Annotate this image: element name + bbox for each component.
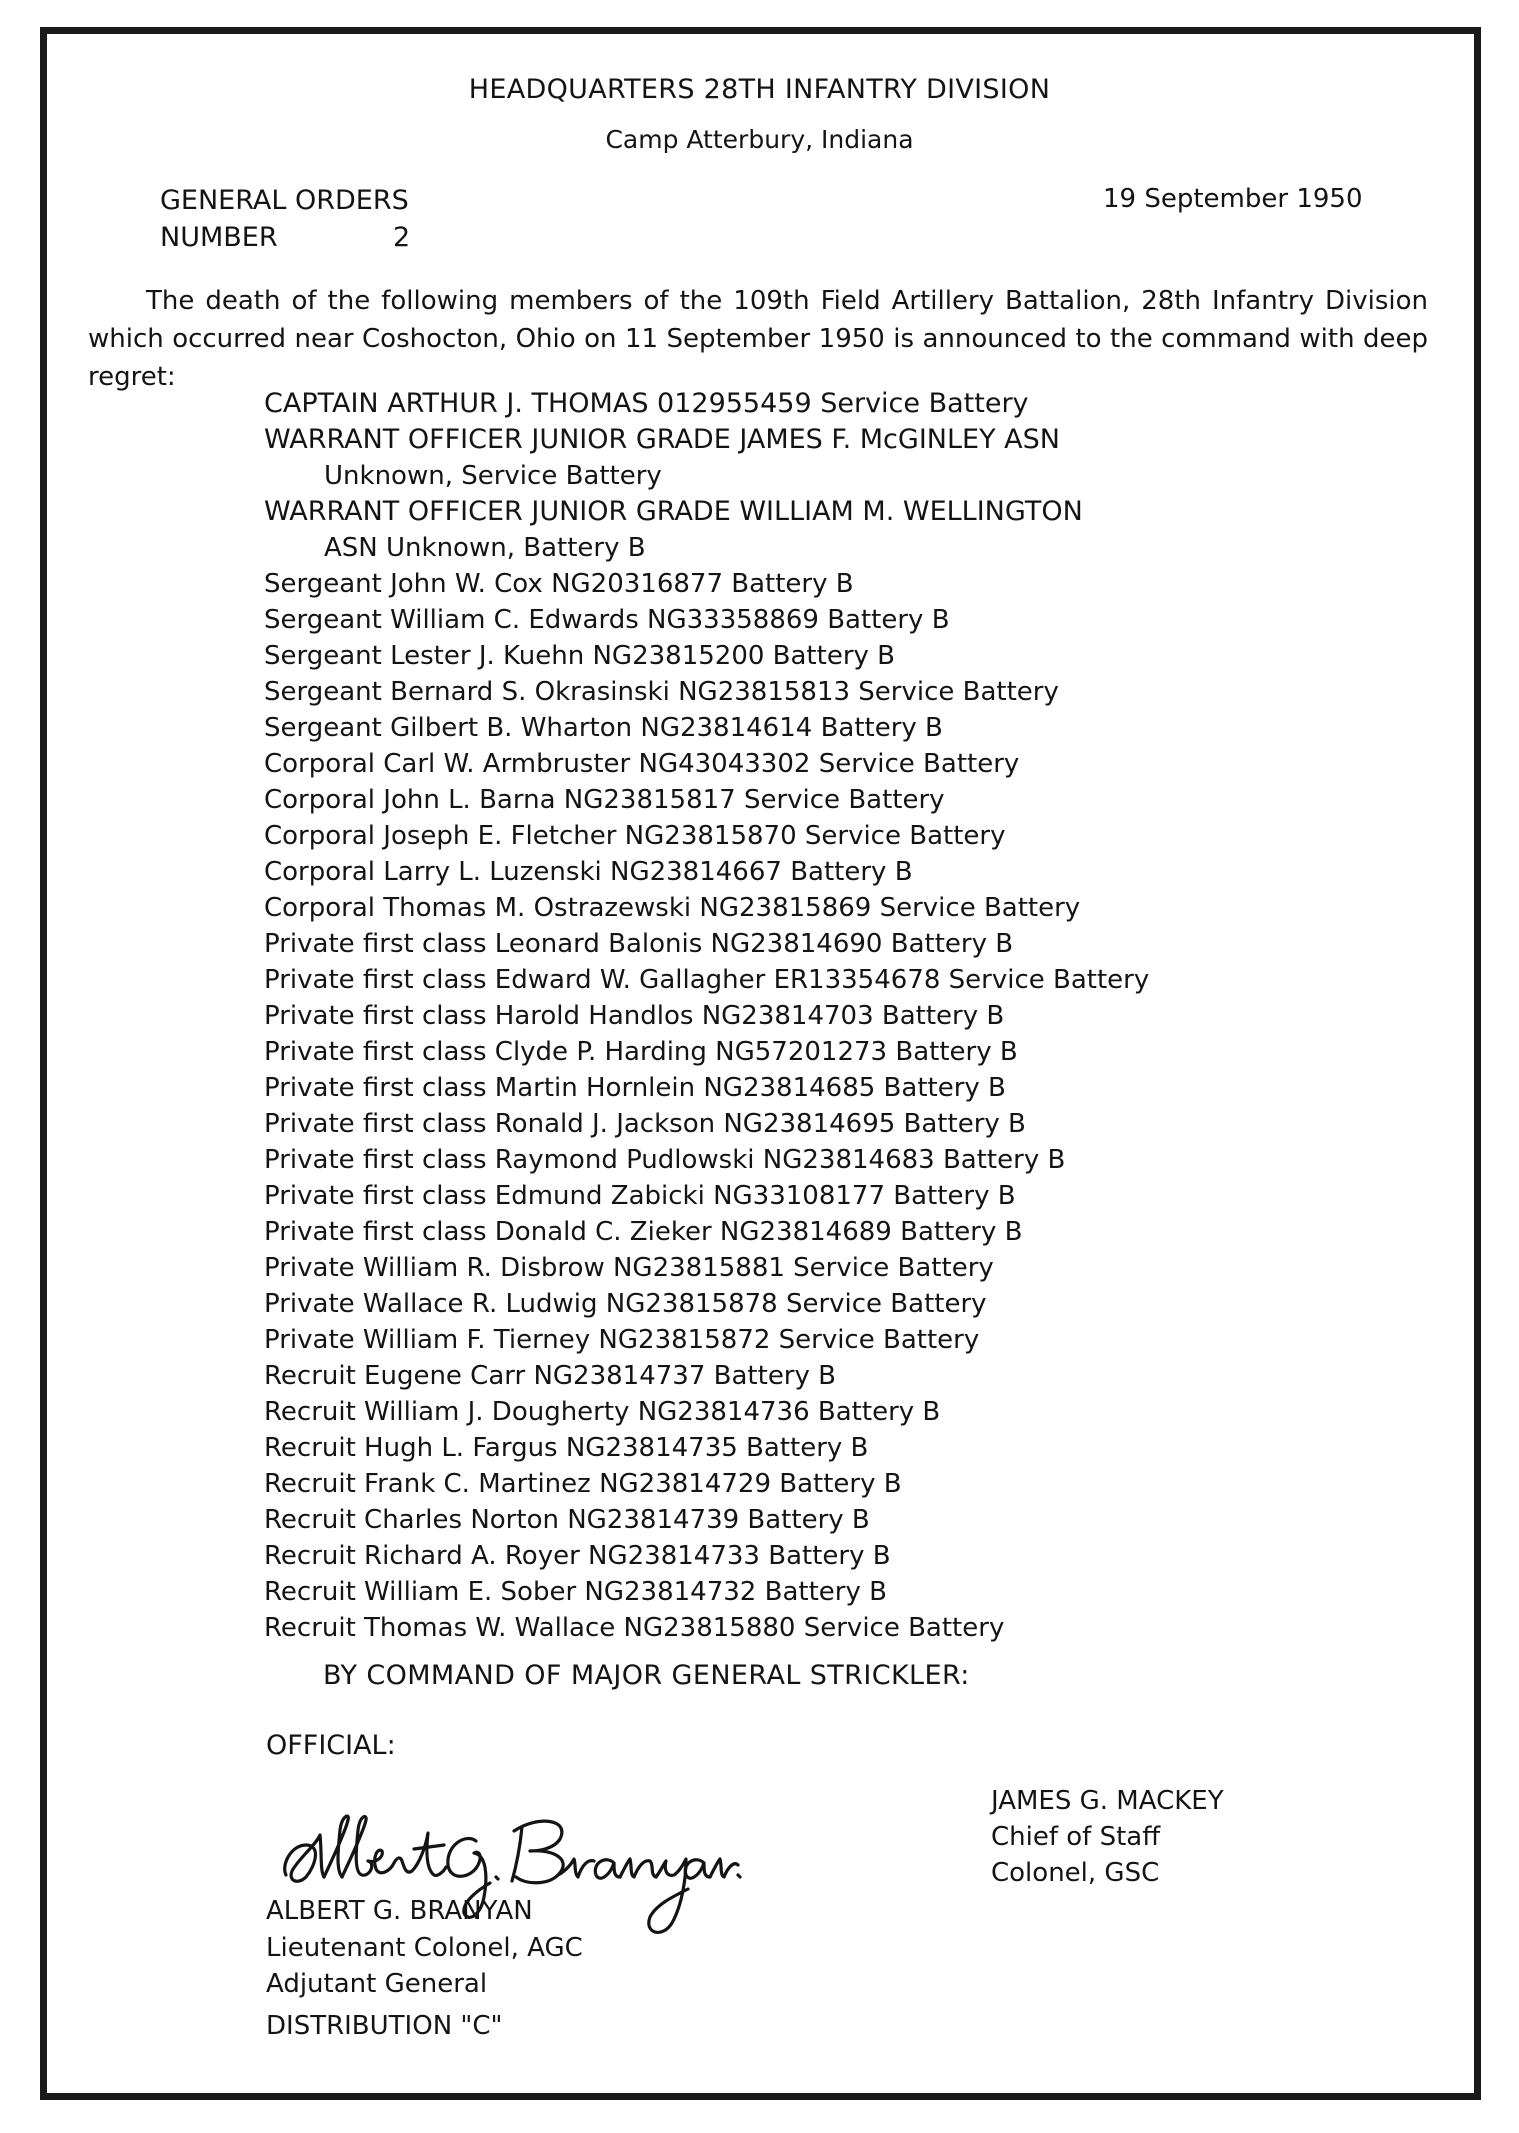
document-heading: HEADQUARTERS 28TH INFANTRY DIVISION [468, 74, 1051, 105]
roster-entry: Private first class Raymond Pudlowski NG23814683 Battery B [264, 1145, 1066, 1175]
roster-entry: Private first class Leonard Balonis NG23814690 Battery B [264, 929, 1014, 959]
roster-entry: Sergeant William C. Edwards NG33358869 Battery B [264, 605, 950, 635]
roster-entry: WARRANT OFFICER JUNIOR GRADE JAMES F. McGINLEY ASN [264, 424, 1060, 455]
chief-of-staff-title: Chief of Staff [991, 1822, 1161, 1852]
roster-entry: Private William R. Disbrow NG23815881 Service Battery [264, 1253, 994, 1283]
roster-entry-continuation: Unknown, Service Battery [324, 461, 662, 491]
by-command-line: BY COMMAND OF MAJOR GENERAL STRICKLER: [323, 1660, 970, 1691]
official-label: OFFICIAL: [266, 1730, 396, 1761]
order-number-value: 2 [393, 222, 411, 253]
roster-entry: Private first class Martin Hornlein NG23814685 Battery B [264, 1073, 1006, 1103]
roster-entry: Corporal Thomas M. Ostrazewski NG23815869 Service Battery [264, 893, 1081, 923]
roster-entry: Sergeant John W. Cox NG20316877 Battery B [264, 569, 854, 599]
distribution-line: DISTRIBUTION "C" [266, 2011, 503, 2041]
chief-of-staff-rank: Colonel, GSC [991, 1858, 1160, 1888]
roster-entry: Private first class Ronald J. Jackson NG23814695 Battery B [264, 1109, 1026, 1139]
roster-entry: Corporal Joseph E. Fletcher NG23815870 Service Battery [264, 821, 1006, 851]
roster-entry: Sergeant Gilbert B. Wharton NG23814614 Battery B [264, 713, 943, 743]
document-location: Camp Atterbury, Indiana [605, 125, 914, 154]
casualty-roster [264, 386, 1304, 1646]
roster-entry: Corporal Carl W. Armbruster NG43043302 Service Battery [264, 749, 1020, 779]
roster-entry: Recruit Frank C. Martinez NG23814729 Battery B [264, 1469, 902, 1499]
signer-rank: Lieutenant Colonel, AGC [266, 1933, 583, 1963]
roster-entry: Recruit William J. Dougherty NG23814736 Battery B [264, 1397, 941, 1427]
roster-entry: Private first class Clyde P. Harding NG57201273 Battery B [264, 1037, 1018, 1067]
roster-entry: WARRANT OFFICER JUNIOR GRADE WILLIAM M. WELLINGTON [264, 496, 1083, 527]
roster-entry: Private first class Edward W. Gallagher ER13354678 Service Battery [264, 965, 1150, 995]
order-number-label: NUMBER [160, 222, 278, 253]
signer-title: Adjutant General [266, 1969, 488, 1999]
roster-entry: Private first class Donald C. Zieker NG23814689 Battery B [264, 1217, 1023, 1247]
roster-entry: Sergeant Lester J. Kuehn NG23815200 Battery B [264, 641, 895, 671]
roster-entry: Recruit Hugh L. Fargus NG23814735 Battery B [264, 1433, 869, 1463]
roster-entry-continuation: ASN Unknown, Battery B [324, 533, 646, 563]
chief-of-staff-name: JAMES G. MACKEY [991, 1786, 1224, 1816]
roster-entry: Corporal Larry L. Luzenski NG23814667 Battery B [264, 857, 913, 887]
roster-entry: Private first class Edmund Zabicki NG33108177 Battery B [264, 1181, 1016, 1211]
roster-entry: CAPTAIN ARTHUR J. THOMAS 012955459 Service Battery [264, 388, 1029, 419]
roster-entry: Recruit Richard A. Royer NG23814733 Battery B [264, 1541, 891, 1571]
order-date: 19 September 1950 [1103, 184, 1363, 214]
roster-entry: Private William F. Tierney NG23815872 Service Battery [264, 1325, 980, 1355]
intro-paragraph: The death of the following members of the 109th Field Artillery Battalion, 28th Infantry Division which occurred near Coshocton, Ohio on 11 September 1950 is announced to the command with deep regret: [88, 286, 1428, 392]
roster-entry: Private Wallace R. Ludwig NG23815878 Service Battery [264, 1289, 987, 1319]
roster-entry: Recruit Eugene Carr NG23814737 Battery B [264, 1361, 836, 1391]
roster-entry: Corporal John L. Barna NG23815817 Service Battery [264, 785, 945, 815]
roster-entry: Recruit Thomas W. Wallace NG23815880 Service Battery [264, 1613, 1005, 1643]
roster-entry: Recruit Charles Norton NG23814739 Battery B [264, 1505, 870, 1535]
general-orders-label: GENERAL ORDERS [160, 185, 409, 216]
roster-entry: Private first class Harold Handlos NG23814703 Battery B [264, 1001, 1005, 1031]
signer-name: ALBERT G. BRANYAN [266, 1896, 533, 1926]
roster-entry: Recruit William E. Sober NG23814732 Battery B [264, 1577, 887, 1607]
roster-entry: Sergeant Bernard S. Okrasinski NG23815813 Service Battery [264, 677, 1059, 707]
